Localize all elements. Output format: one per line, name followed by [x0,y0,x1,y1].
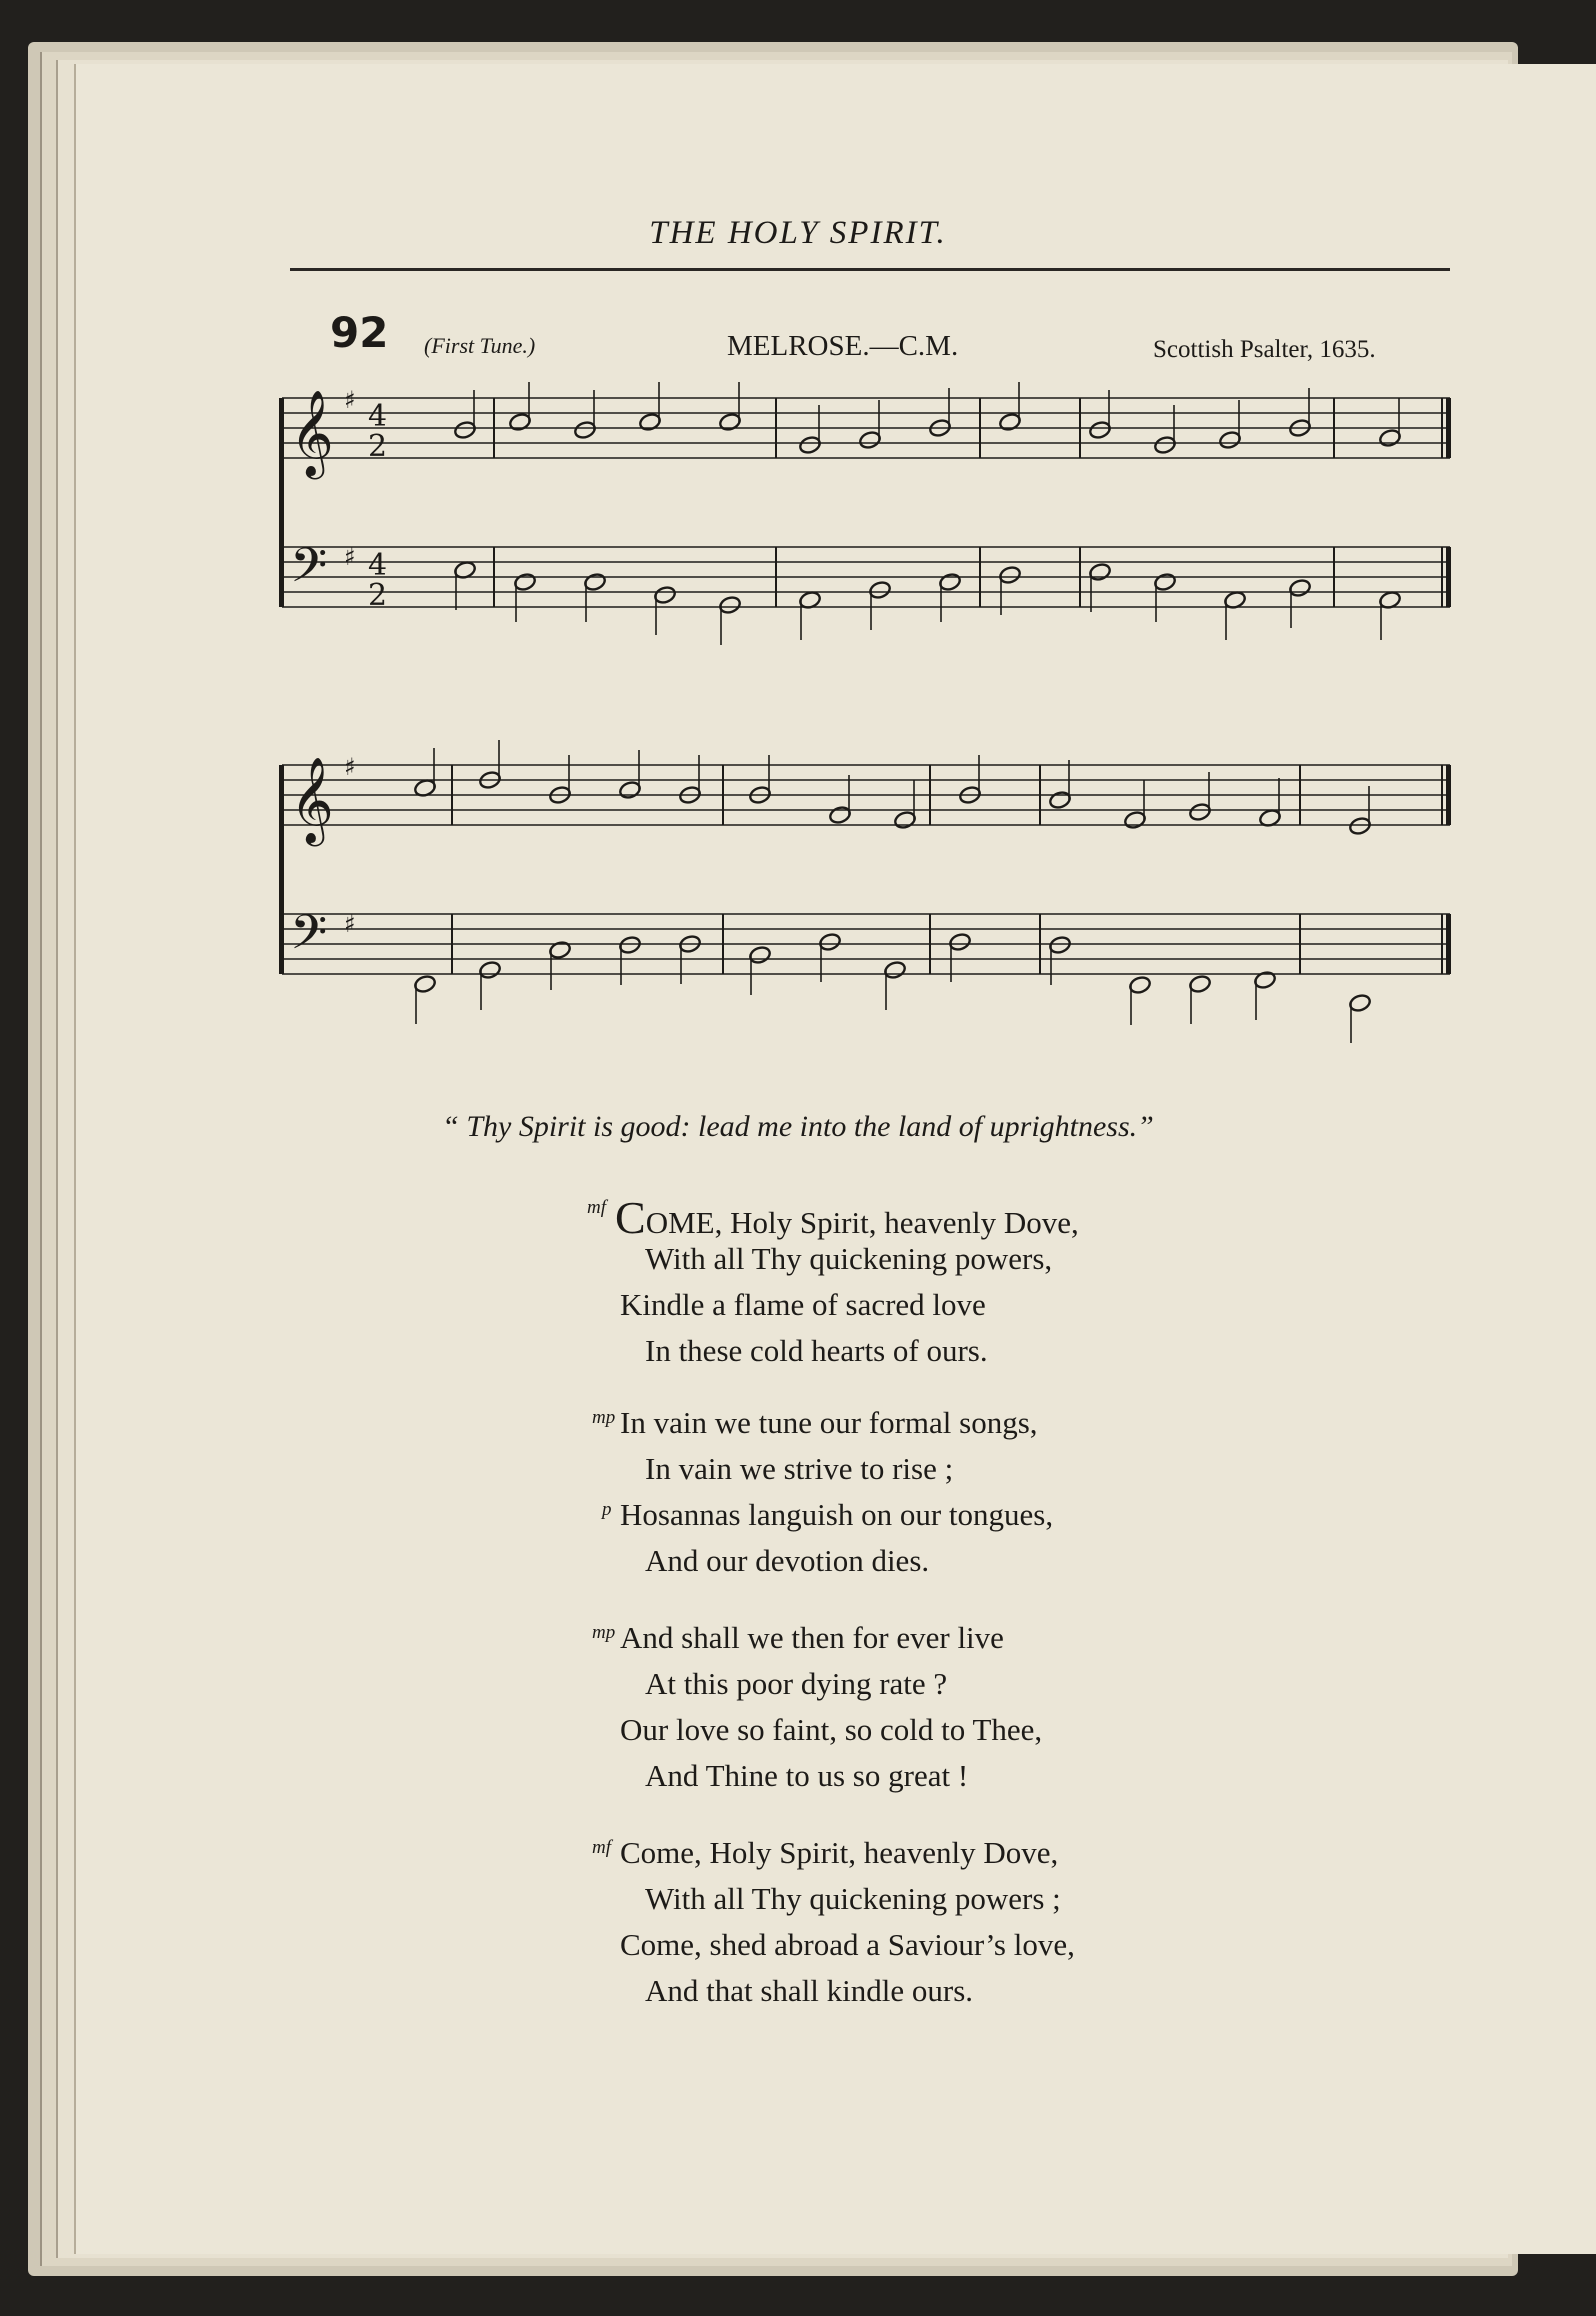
verse-line [645,1758,968,1794]
time-signature-top: 4 [368,399,388,434]
verse-line-text: And Thine to us so great ! [645,1758,969,1793]
bass-clef: 𝄢 [290,904,328,972]
key-signature-sharp: ♯ [344,386,356,414]
verse-line-text: In these cold hearts of ours. [645,1333,988,1368]
verse-line [645,1333,988,1369]
verse-line [620,1497,1053,1533]
verse-line-text: Kindle a flame of sacred love [620,1287,986,1322]
dynamic-marking: mf [592,1837,611,1858]
running-head: THE HOLY SPIRIT. [649,215,947,251]
verse-line-text: With all Thy quickening powers, [645,1241,1053,1276]
treble-clef: 𝄞 [290,390,334,476]
key-signature-sharp: ♯ [344,910,356,938]
drop-cap: C [615,1192,646,1243]
system-bracket [279,398,284,607]
treble-clef: 𝄞 [290,757,334,843]
verse-line [615,1192,1079,1243]
verse-line [620,1835,1058,1871]
verse-line-text: At this poor dying rate ? [645,1666,948,1701]
verse-line [645,1666,947,1702]
final-barline [1446,765,1451,825]
verse-line-text: Our love so faint, so cold to Thee, [620,1712,1043,1747]
time-signature-bottom: 2 [368,429,388,464]
verse-line [645,1241,1052,1277]
verse-line-text: And that shall kindle ours. [645,1973,974,2008]
music-score [0,0,1596,1060]
verse-line-text: And shall we then for ever live [620,1620,1004,1655]
verse-line-text: With all Thy quickening powers ; [645,1881,1061,1916]
key-signature-sharp: ♯ [344,543,356,571]
final-barline [1446,547,1451,607]
verse-line [645,1543,929,1579]
time-signature-top: 4 [368,548,388,583]
verse-line [645,1881,1061,1917]
verse-line [620,1405,1038,1441]
verse-line-text: Come, shed abroad a Saviour’s love, [620,1927,1075,1962]
verse-line-text: Hosannas languish on our tongues, [620,1497,1054,1532]
verse-line-text: And our devotion dies. [645,1543,930,1578]
dynamic-marking: mf [587,1197,606,1218]
final-barline [1446,398,1451,458]
final-barline [1446,914,1451,974]
tune-name: MELROSE.—C.M. [727,330,959,362]
verse-line [620,1927,1075,1963]
verse-line [645,1451,953,1487]
verse-line [620,1287,986,1323]
dynamic-marking: mp [592,1407,616,1428]
verse-line [645,1973,973,2009]
verse-line [620,1712,1042,1748]
dynamic-marking: p [602,1499,612,1520]
tune-source: Scottish Psalter, 1635. [1153,336,1376,363]
epigraph: “ Thy Spirit is good: lead me into the land of uprightness.” [442,1110,1154,1143]
verse-line-text: Come, Holy Spirit, heavenly Dove, [620,1835,1059,1870]
verse-line [620,1620,1004,1656]
time-signature-bottom: 2 [368,578,388,613]
system-bracket [279,765,284,974]
key-signature-sharp: ♯ [344,753,356,781]
verse-line-text: In vain we tune our formal songs, [620,1405,1038,1440]
bass-clef: 𝄢 [290,537,328,605]
tune-note: (First Tune.) [424,333,536,358]
hymn-number: 92 [330,308,389,357]
dynamic-marking: mp [592,1622,616,1643]
verse-line-text: OME, Holy Spirit, heavenly Dove, [645,1205,1079,1240]
verse-line-text: In vain we strive to rise ; [645,1451,954,1486]
